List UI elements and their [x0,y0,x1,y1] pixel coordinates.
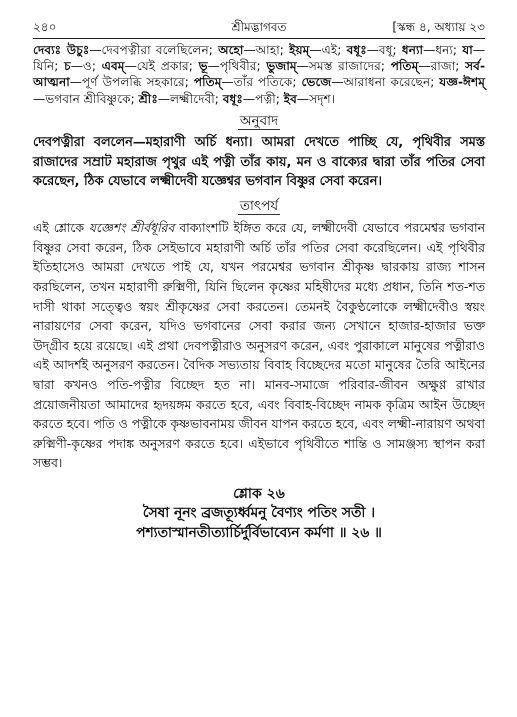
synonym-word: বধূঃ [222,91,243,106]
synonym-word: যজ্ঞ-ঈশম্ [439,75,485,90]
synonym-meaning: —ভগবান শ্রীবিষ্ণুকে; [33,91,139,106]
synonym-word: ভেজে [301,75,332,90]
synonym-word: সর্ব-আত্মনা [33,59,486,90]
synonym-meaning: —লক্ষ্মীদেবী; [157,91,223,106]
synonym-meaning: —যেই প্রকার; [124,59,199,74]
synonym-word: চ [64,59,71,74]
synonym-meaning: —পূর্ণ উপলব্ধি সহকারে; [69,75,194,90]
synonym-meaning: —ও; [70,59,102,74]
synonym-word: যা [462,43,473,57]
verse-line-1: সৈষা নূনং ব্রজত্যূর্ধ্বমনু বৈণ্যং পতিং সতী । [142,504,376,521]
synonym-word: দেব্যঃ উচুঃ [33,43,90,57]
synonym-meaning: —আহা; [243,43,290,57]
page-header [33,0,485,36]
header-rule [33,38,485,39]
purport-quote: যজ্ঞেশং শ্রীর্বধূরিব [88,220,175,236]
synonym-word: পতিম্ [390,59,419,74]
purport-heading: তাৎপর্য [239,198,279,215]
synonym-meaning: —সমস্ত রাজাদের; [296,59,391,74]
translation-heading: অনুবাদ [239,112,279,129]
chapter-reference: [স্কন্ধ ৪, অধ্যায় ২৩ [392,20,485,34]
synonym-meaning: —যিনি; [33,43,485,74]
synonym-meaning: —পত্নী; [242,91,284,106]
synonym-meaning: —এই; [309,43,347,57]
synonym-meaning: —পৃথিবীর; [207,59,267,74]
synonym-meaning: —আরাধনা করেছেন; [331,75,440,90]
purport-text: এই শ্লোকে যজ্ঞেশং শ্রীর্বধূরিব বাক্যাংশটি ইঙ্গিত করে যে, লক্ষ্মীদেবী যেভাবে পরমেশ্বর ভগবান বিষ্ণুর সেবা করেন, ঠিক সেইভাবে মহারাণী অর্চি তাঁর পতির সেবা করেছিলেন। এই পৃথিবীর ইতিহাসেও আমরা দেখতে পাই যে, যখন পরমেশ্বর ভগবান শ্রীকৃষ্ণ দ্বারকায় রাজ্য শাসন করছিলেন, তখন মহারাণী রুক্মিণী, যিনি ছিলেন কৃষ্ণের মহিষীদের মধ্যে প্রধান, তিনি শত-শত দাসী থাকা সত্ত্বেও স্বয়ং শ্রীকৃষ্ণের সেবা করতেন। তেমনই বৈকুণ্ঠলোকে লক্ষ্মীদেবীও স্বয়ং নারায়ণের সেবা করেন, যদিও ভগবানের সেবা করার জন্য সেখানে হাজার-হাজার ভক্ত উদ্গ্রীব হয়ে রয়েছে। এই প্রথা দেবপত্নীরাও অনুসরণ করেন, এবং পুরাকালে মানুষের পত্নীরাও এই আদর্শই অনুসরণ করতেন। বৈদিক সভ্যতায় বিবাহ বিচ্ছেদের মতো মানুষের তৈরি আইনের দ্বারা কখনও পতি-পত্নীর বিচ্ছেদ হত না। মানব-সমাজে পরিবার-জীবন অক্ষুণ্ণ রাখার প্রয়োজনীয়তা আমাদের হৃদয়ঙ্গম করতে হবে, এবং বিবাহ-বিচ্ছেদ নামক কৃত্রিম আইন উচ্ছেদ করতে হবে। পতি ও পত্নীকে কৃষ্ণভাবনাময় জীবন যাপন করতে হবে, এবং লক্ষ্মী-নারায়ণ অথবা রুক্মিণী-কৃষ্ণের পদাঙ্ক অনুসরণ করতে হবে। এইভাবে পৃথিবীতে শান্তি ও সামঞ্জস্য স্থাপন করা সম্ভব। [33,220,485,471]
synonym-meaning: —দেবপত্নীরা বলেছিলেন; [89,43,219,57]
running-title: শ্রীমদ্ভাগবত [231,20,287,34]
synonym-word: ইব [283,91,297,106]
translation-text: দেবপত্নীরা বললেন—মহারাণী অর্চি ধন্যা। আমরা দেখতে পাচ্ছি যে, পৃথিবীর সমস্ত রাজাদের সম্রাট মহারাজ পৃথুর এই পত্নী তাঁর কায়, মন ও বাক্যের দ্বারা তাঁর পতির সেবা করেছেন, ঠিক যেভাবে লক্ষ্মীদেবী যজ্ঞেশ্বর ভগবান বিষ্ণুর সেবা করেন। [33,134,485,190]
synonym-word: ধন্যা [401,43,424,57]
verse-line-2: পশ্যতাস্মানতীত্যার্চির্দুর্বিভাব্যেন কর্মণা ॥ ২৬ ॥ [136,524,382,541]
synonym-meaning: —বধূ; [366,43,402,57]
synonym-meaning: —সদৃশ। [296,91,336,106]
verse-number: শ্লোক ২৬ [233,485,285,502]
synonym-meaning: —তাঁর পতিকে; [221,75,302,90]
synonym-word: ইয়ম্ [289,43,310,57]
word-synonyms [33,42,485,107]
synonym-word: অহো [218,43,244,57]
page-number: ২৪০ [33,20,57,34]
synonym-meaning: —রাজা; [418,59,466,74]
synonym-word: ভূ [198,59,208,74]
synonym-word: বধূঃ [346,43,367,57]
synonym-meaning: —ধন্য; [423,43,463,57]
synonym-word: শ্রীঃ [138,91,158,106]
synonym-word: ভুজাম্ [266,59,297,74]
synonym-word: এবম্ [101,59,125,74]
synonym-word: পতিম্ [193,75,222,90]
